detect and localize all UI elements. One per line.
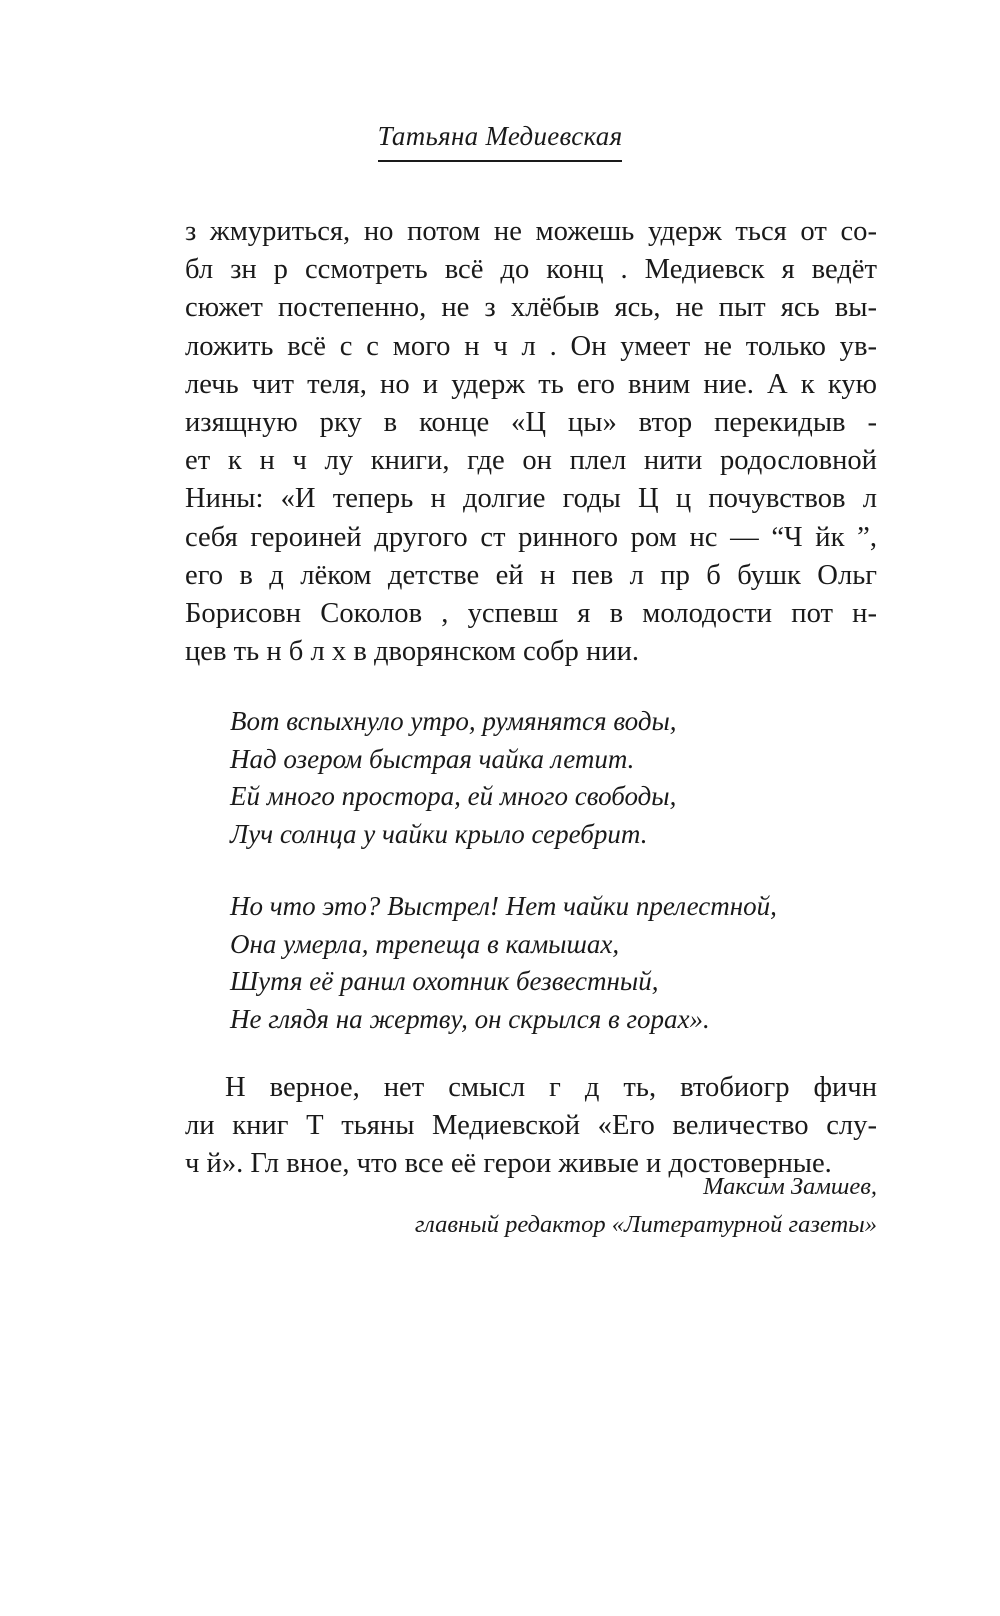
text-line: ет к н ч лу книги, где он плел нити родословной: [185, 445, 877, 477]
signature-title: главный редактор «Литературной газеты»: [414, 1211, 877, 1238]
text-line: лечь чит теля, но и удерж ть его вним ние. А к кую: [185, 368, 877, 400]
text-line: ли книг Т тьяны Медиевской «Его величество слу-: [185, 1110, 877, 1142]
poem-stanza-1: [230, 703, 677, 853]
running-header-author: Татьяна Медиевская: [378, 120, 623, 162]
text-line: Нины: «И теперь н долгие годы Ц ц почувствов л: [185, 483, 877, 515]
poem-verse: Вот вспыхнуло утро, румянятся воды,: [230, 706, 677, 736]
text-line: Борисовн Соколов , успевш я в молодости пот н-: [185, 598, 877, 630]
text-line: бл зн р ссмотреть всё до конц . Медиевск я ведёт: [185, 254, 877, 286]
text-line: цев ть н б л х в дворянском собр нии.: [185, 636, 640, 668]
poem-verse: Шутя её ранил охотник безвестный,: [230, 966, 659, 996]
text-line: изящную рку в конце «Ц цы» втор перекидыв -: [185, 407, 877, 439]
poem-verse: Над озером быстрая чайка летит.: [230, 743, 635, 774]
text-line: ложить всё с с мого н ч л . Он умеет не только ув-: [185, 330, 877, 362]
text-line: Н верное, нет смысл г д ть, втобиогр фичн: [225, 1072, 877, 1103]
text-line: ч й». Гл вное, что все её герои живые и достоверные.: [185, 1148, 832, 1180]
poem-stanza-2: [230, 888, 777, 1038]
text-line: сюжет постепенно, не з хлёбыв ясь, не пыт ясь вы-: [185, 292, 877, 324]
text-line: себя героиней другого ст ринного ром нс — “Ч йк ”,: [185, 521, 877, 553]
text-line: его в д лёком детстве ей н пев л пр б бушк Ольг: [185, 559, 877, 591]
poem-verse: Она умерла, трепеща в камышах,: [230, 928, 620, 959]
signature-block: [415, 1168, 877, 1244]
poem-verse: Не глядя на жертву, он скрылся в горах».: [230, 1003, 710, 1034]
poem-verse: Ей много простора, ей много свободы,: [230, 781, 677, 811]
paragraph-intro: [185, 213, 877, 671]
poem-verse: Но что это? Выстрел! Нет чайки прелестной,: [230, 891, 777, 921]
poem-verse: Луч солнца у чайки крыло серебрит.: [230, 818, 648, 849]
signature-name: Максим Замшев,: [703, 1173, 877, 1200]
paragraph-closing: [185, 1069, 877, 1184]
running-header: [0, 120, 1000, 162]
text-line: з жмуриться, но потом не можешь удерж ться от со-: [185, 216, 877, 247]
